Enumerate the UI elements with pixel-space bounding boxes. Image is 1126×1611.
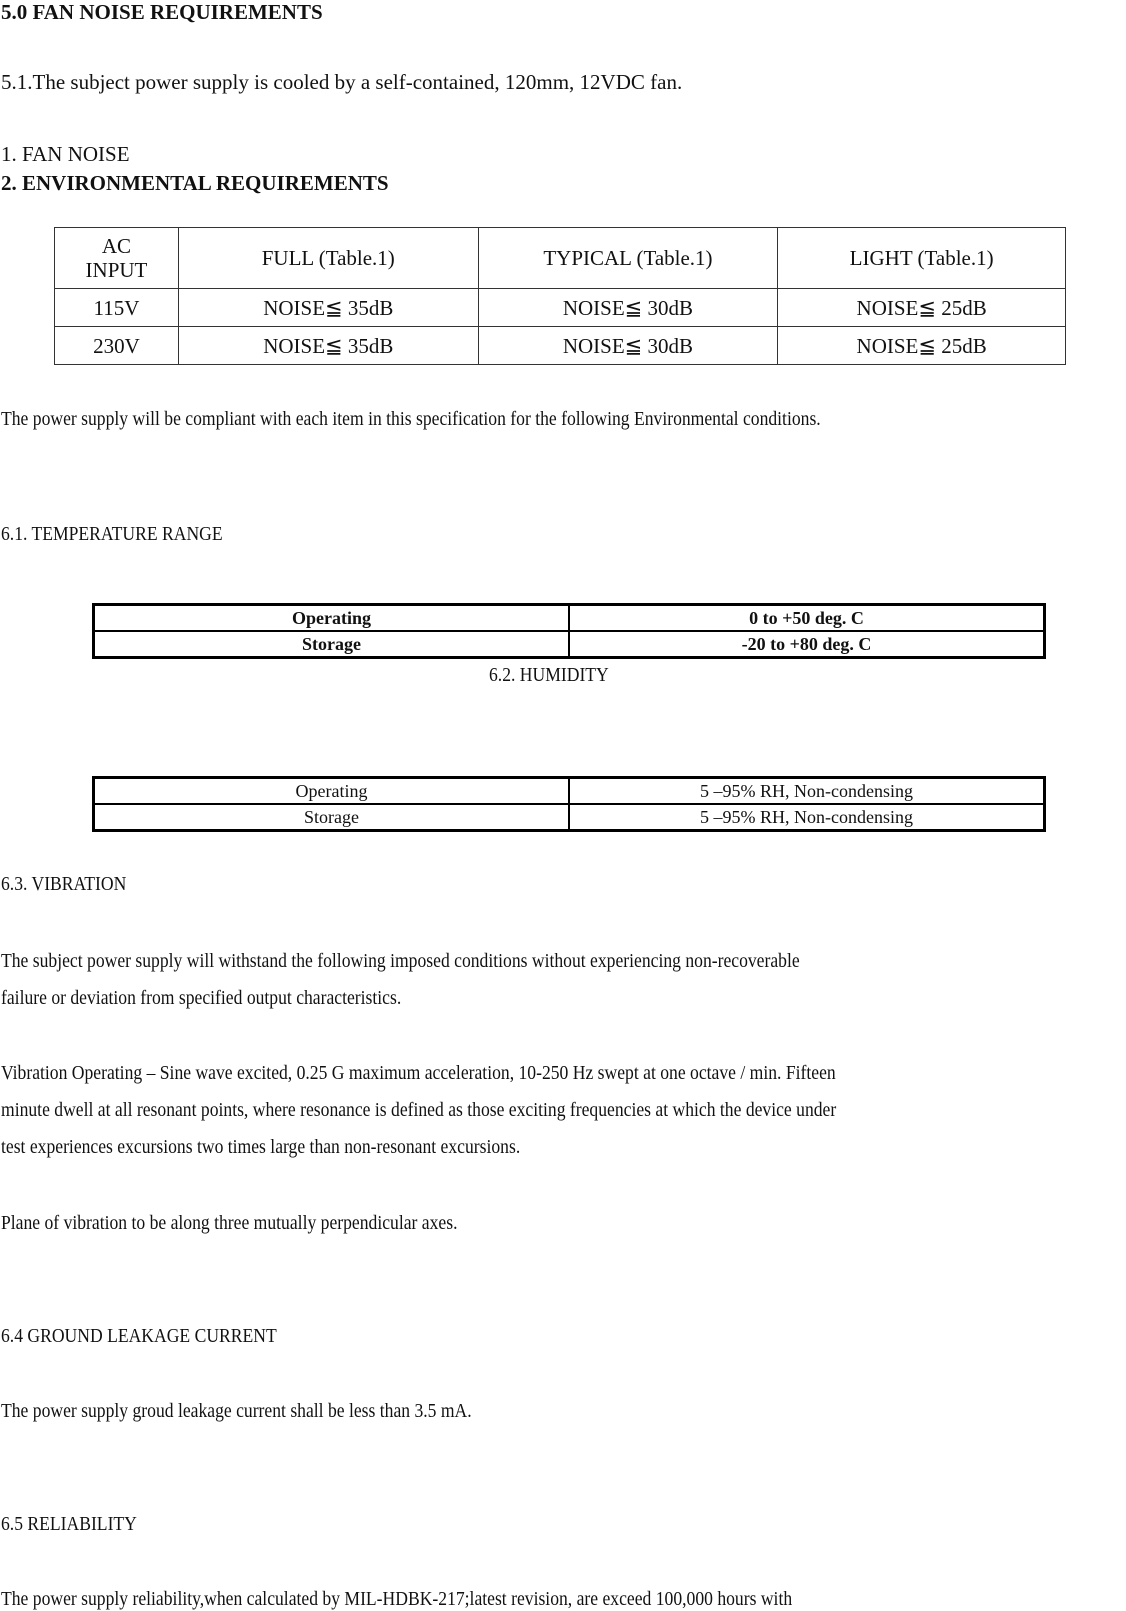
vibration-para3-wrap	[1, 1212, 520, 1235]
table-cell: Storage	[94, 804, 569, 831]
temperature-heading-wrap	[1, 523, 253, 546]
table-cell: NOISE≦ 35dB	[178, 327, 478, 365]
section-heading-fan-noise: 5.0 FAN NOISE REQUIREMENTS	[1, 0, 323, 24]
table-cell: Storage	[94, 631, 570, 658]
leakage-heading: 6.4 GROUND LEAKAGE CURRENT	[1, 1325, 277, 1347]
environmental-intro: The power supply will be compliant with each item in this specification for the following Environmental conditions.	[1, 408, 821, 430]
reliability-heading-wrap	[1, 1513, 155, 1536]
vibration-para2-wrap3	[1, 1136, 591, 1159]
humidity-heading: 6.2. HUMIDITY	[489, 664, 609, 686]
table-cell: NOISE≦ 25dB	[778, 289, 1066, 327]
temperature-table	[92, 603, 1046, 659]
reliability-heading: 6.5 RELIABILITY	[1, 1513, 137, 1535]
table-cell: Operating	[94, 605, 570, 632]
header-cell-full: FULL (Table.1)	[178, 228, 478, 289]
list-item-environmental: 2. ENVIRONMENTAL REQUIREMENTS	[1, 171, 389, 195]
table-cell: 230V	[55, 327, 179, 365]
vibration-paragraph-line: The subject power supply will withstand the following imposed conditions without experiencing non-recoverable	[1, 950, 800, 972]
table-cell: Operating	[94, 778, 569, 805]
humidity-heading-wrap	[489, 664, 625, 687]
vibration-paragraph-line: test experiences excursions two times large than non-resonant excursions.	[1, 1136, 521, 1158]
env-intro-wrap	[1, 408, 932, 431]
table-row	[55, 289, 1066, 327]
table-header-row	[55, 228, 1066, 289]
vibration-para2-wrap2	[1, 1099, 950, 1122]
table-row	[94, 605, 1045, 632]
table-cell: NOISE≦ 30dB	[478, 289, 778, 327]
table-cell: NOISE≦ 25dB	[778, 327, 1066, 365]
vibration-paragraph-line: Plane of vibration to be along three mutually perpendicular axes.	[1, 1212, 458, 1234]
temperature-heading: 6.1. TEMPERATURE RANGE	[1, 523, 223, 545]
vibration-heading-wrap	[1, 873, 143, 896]
vibration-paragraph-line: Vibration Operating – Sine wave excited, 0.25 G maximum acceleration, 10-250 Hz swept at one octave / min. Fifteen	[1, 1062, 836, 1084]
header-cell-typical: TYPICAL (Table.1)	[478, 228, 778, 289]
table-cell: 115V	[55, 289, 179, 327]
header-cell-light: LIGHT (Table.1)	[778, 228, 1066, 289]
vibration-para1-wrap2	[1, 987, 456, 1010]
table-cell: 0 to +50 deg. C	[569, 605, 1044, 632]
fan-noise-table	[54, 227, 1066, 365]
table-cell: -20 to +80 deg. C	[569, 631, 1044, 658]
table-row	[94, 778, 1045, 805]
vibration-heading: 6.3. VIBRATION	[1, 873, 127, 895]
reliability-text-wrap	[1, 1588, 900, 1611]
humidity-table	[92, 776, 1046, 832]
vibration-paragraph-line: failure or deviation from specified output characteristics.	[1, 987, 402, 1009]
leakage-heading-wrap	[1, 1325, 314, 1348]
table-row	[94, 631, 1045, 658]
table-cell: 5 –95% RH, Non-condensing	[569, 804, 1045, 831]
paragraph-5-1: 5.1.The subject power supply is cooled by a self-contained, 120mm, 12VDC fan.	[1, 70, 683, 94]
leakage-text: The power supply groud leakage current shall be less than 3.5 mA.	[1, 1400, 472, 1422]
reliability-text: The power supply reliability,when calculated by MIL-HDBK-217;latest revision, are exceed 100,000 hours with	[1, 1588, 793, 1610]
vibration-para2-wrap1	[1, 1062, 950, 1085]
vibration-paragraph-line: minute dwell at all resonant points, where resonance is defined as those exciting frequencies at which the device under	[1, 1099, 837, 1121]
table-cell: NOISE≦ 35dB	[178, 289, 478, 327]
leakage-text-wrap	[1, 1400, 536, 1423]
table-row	[94, 804, 1045, 831]
table-cell: NOISE≦ 30dB	[478, 327, 778, 365]
list-item-fan-noise: 1. FAN NOISE	[1, 142, 130, 166]
header-cell-ac-input: AC INPUT	[55, 228, 179, 289]
vibration-para1-wrap1	[1, 950, 909, 973]
table-row	[55, 327, 1066, 365]
table-cell: 5 –95% RH, Non-condensing	[569, 778, 1045, 805]
